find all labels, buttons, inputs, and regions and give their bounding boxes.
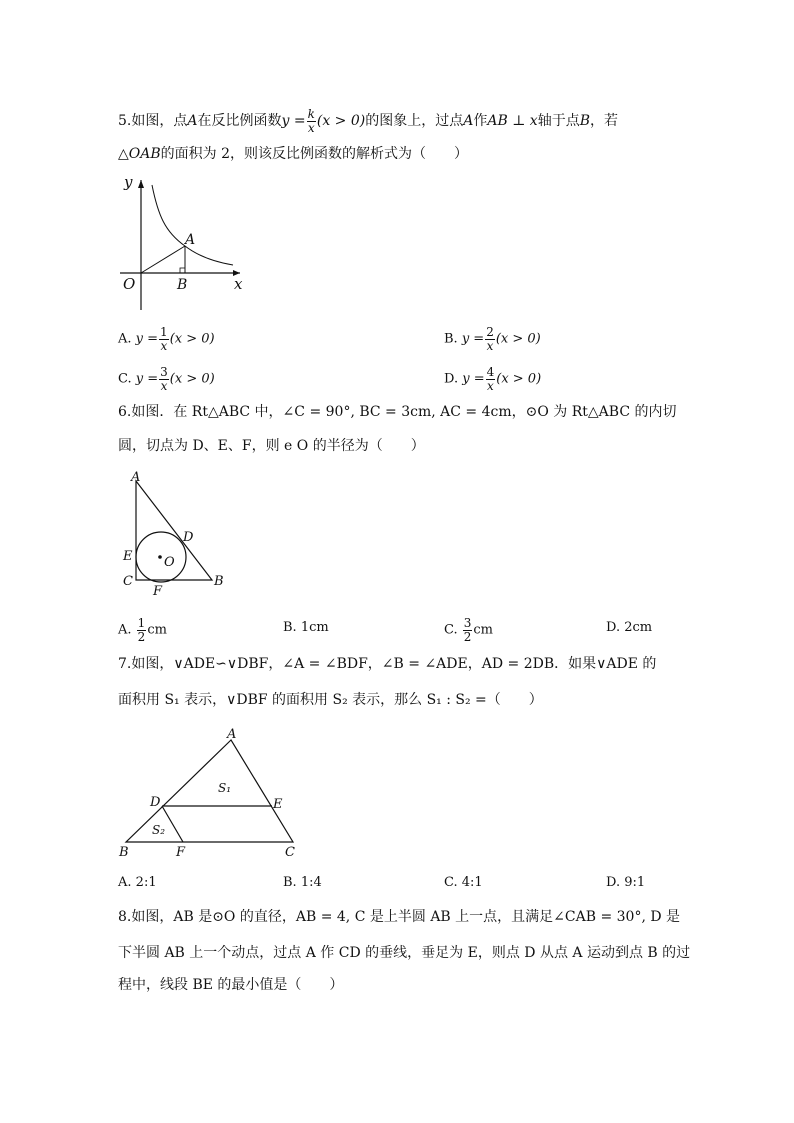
label-O: O — [164, 555, 175, 570]
label-O: O — [123, 275, 136, 293]
q8-line-1: 8.如图，AB 是⊙O 的直径，AB = 4, C 是上半圆 AB 上一点，且满足∠CAB = 30°, D 是 — [118, 909, 681, 925]
q7-option-a[interactable]: A. 2:1 — [118, 875, 157, 890]
q6-option-b[interactable]: B. 1cm — [283, 620, 329, 635]
label-C: C — [123, 574, 133, 589]
label-F: F — [176, 845, 186, 860]
label-F: F — [153, 584, 163, 599]
q5-option-c[interactable]: C. y = $\frac{3}{x}$ (x > 0) — [118, 365, 215, 393]
q5-line-1: 5.如图，点A在反比例函数y = $\frac{k}{x}$ (x > 0)的图象上，过点A作AB ⊥ x轴于点B，若 — [118, 107, 619, 135]
q5-option-d[interactable]: D. y = $\frac{4}{x}$ (x > 0) — [444, 365, 542, 393]
label-D: D — [183, 530, 194, 545]
segment-DF — [162, 806, 183, 842]
q7-line-2: 面积用 S₁ 表示，∨DBF 的面积用 S₂ 表示，那么 S₁ : S₂ =（ ） — [118, 692, 543, 708]
label-E: E — [123, 549, 133, 564]
label-D: D — [150, 795, 161, 810]
q8-line-2: 下半圆 AB 上一个动点，过点 A 作 CD 的垂线，垂足为 E，则点 D 从点 A 运动到点 B 的过 — [118, 945, 691, 961]
q6-line-2: 圆，切点为 D、E、F，则 e O 的半径为（ ） — [118, 438, 425, 454]
q7-option-c[interactable]: C. 4:1 — [444, 875, 483, 890]
q7-line-1: 7.如图，∨ADE∽∨DBF，∠A = ∠BDF，∠B = ∠ADE，AD = 2DB．如果∨ADE 的 — [118, 656, 657, 672]
label-B: B — [214, 574, 224, 589]
label-B: B — [177, 277, 188, 293]
q7-option-d[interactable]: D. 9:1 — [606, 875, 646, 890]
q8-line-3: 程中，线段 BE 的最小值是（ ） — [118, 977, 344, 993]
q5-option-a[interactable]: A. y = $\frac{1}{x}$ (x > 0) — [118, 325, 215, 353]
q5-function-fraction: $\frac{k}{x}$ — [307, 107, 315, 135]
label-A: A — [131, 470, 141, 485]
label-A: A — [185, 232, 196, 248]
label-S2: S₂ — [152, 823, 166, 837]
q5-number: 5. — [118, 113, 132, 130]
label-E: E — [273, 797, 283, 812]
q5-option-b[interactable]: B. y = $\frac{2}{x}$ (x > 0) — [444, 325, 541, 353]
q5-line-2: △OAB的面积为 2，则该反比例函数的解析式为（ ） — [118, 146, 469, 162]
q6-line-1: 6.如图．在 Rt△ABC 中，∠C = 90°, BC = 3cm, AC = 4cm，⊙O 为 Rt△ABC 的内切 — [118, 404, 677, 420]
q6-option-a[interactable]: A. $\frac{1}{2}$ cm — [118, 616, 167, 644]
label-y: y — [124, 173, 133, 191]
label-B: B — [119, 845, 129, 860]
q6-option-c[interactable]: C. $\frac{3}{2}$ cm — [444, 616, 494, 644]
q6-option-d[interactable]: D. 2cm — [606, 620, 653, 635]
q7-option-b[interactable]: B. 1:4 — [283, 875, 322, 890]
label-A: A — [227, 727, 237, 742]
label-C: C — [285, 845, 295, 860]
label-x: x — [234, 275, 243, 293]
label-S1: S₁ — [218, 781, 232, 795]
